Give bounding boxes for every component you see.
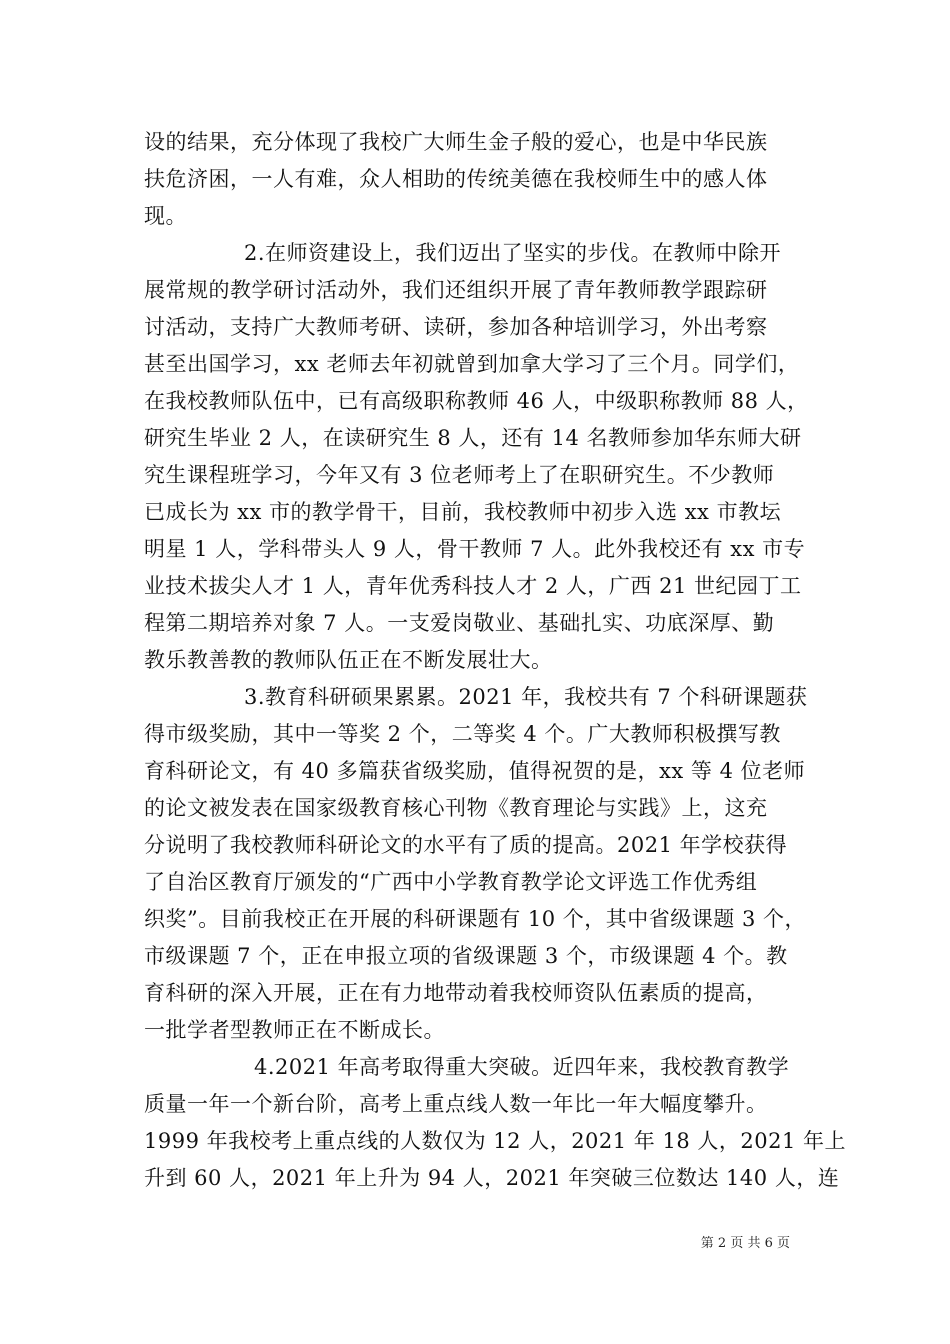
text-line: 一批学者型教师正在不断成长。 xyxy=(144,1018,445,1042)
text-line: 扶危济困，一人有难，众人相助的传统美德在我校师生中的感人体 xyxy=(144,167,768,191)
text-line: 教乐教善教的教师队伍正在不断发展壮大。 xyxy=(144,648,553,672)
paragraph-start-line: 4.2021 年高考取得重大突破。近四年来，我校教育教学 xyxy=(254,1055,790,1079)
text-line: 质量一年一个新台阶，高考上重点线人数一年比一年大幅度攀升。 xyxy=(144,1092,768,1116)
text-line: 究生课程班学习，今年又有 3 位老师考上了在职研究生。不少教师 xyxy=(144,463,775,487)
text-line: 已成长为 xx 市的教学骨干，目前，我校教师中初步入选 xx 市教坛 xyxy=(144,500,782,524)
text-line: 育科研的深入开展，正在有力地带动着我校师资队伍素质的提高， xyxy=(144,981,768,1005)
text-line: 设的结果，充分体现了我校广大师生金子般的爱心，也是中华民族 xyxy=(144,130,768,154)
text-line: 市级课题 7 个，正在申报立项的省级课题 3 个，市级课题 4 个。教 xyxy=(144,944,788,968)
text-line: 程第二期培养对象 7 人。一支爱岗敬业、基础扎实、功底深厚、勤 xyxy=(144,611,775,635)
paragraph-start-line: 2.在师资建设上，我们迈出了坚实的步伐。在教师中除开 xyxy=(244,241,782,265)
text-line: 1999 年我校考上重点线的人数仅为 12 人，2021 年 18 人，2021 年上 xyxy=(144,1129,846,1153)
text-line: 展常规的教学研讨活动外，我们还组织开展了青年教师教学跟踪研 xyxy=(144,278,768,302)
text-line: 明星 1 人，学科带头人 9 人，骨干教师 7 人。此外我校还有 xx 市专 xyxy=(144,537,806,561)
text-line: 织奖”。目前我校正在开展的科研课题有 10 个，其中省级课题 3 个， xyxy=(144,907,807,931)
text-line: 研究生毕业 2 人，在读研究生 8 人，还有 14 名教师参加华东师大研 xyxy=(144,426,802,450)
text-line: 在我校教师队伍中，已有高级职称教师 46 人，中级职称教师 88 人， xyxy=(144,389,809,413)
text-line: 了自治区教育厅颁发的“广西中小学教育教学论文评选工作优秀组 xyxy=(144,870,758,894)
text-line: 的论文被发表在国家级教育核心刊物《教育理论与实践》上，这充 xyxy=(144,796,768,820)
text-line: 育科研论文，有 40 多篇获省级奖励，值得祝贺的是，xx 等 4 位老师 xyxy=(144,759,806,783)
text-line: 现。 xyxy=(144,204,187,228)
text-line: 分说明了我校教师科研论文的水平有了质的提高。2021 年学校获得 xyxy=(144,833,788,857)
paragraph-start-line: 3.教育科研硕果累累。2021 年，我校共有 7 个科研课题获 xyxy=(244,685,808,709)
page-number-footer: 第 2 页 共 6 页 xyxy=(700,1236,790,1251)
text-line: 甚至出国学习，xx 老师去年初就曾到加拿大学习了三个月。同学们， xyxy=(144,352,800,376)
text-line: 得市级奖励，其中一等奖 2 个，二等奖 4 个。广大教师积极撰写教 xyxy=(144,722,781,746)
text-line: 升到 60 人，2021 年上升为 94 人，2021 年突破三位数达 140 人，连 xyxy=(144,1166,840,1190)
text-line: 业技术拔尖人才 1 人，青年优秀科技人才 2 人，广西 21 世纪园丁工 xyxy=(144,574,802,598)
text-line: 讨活动，支持广大教师考研、读研，参加各种培训学习，外出考察 xyxy=(144,315,768,339)
